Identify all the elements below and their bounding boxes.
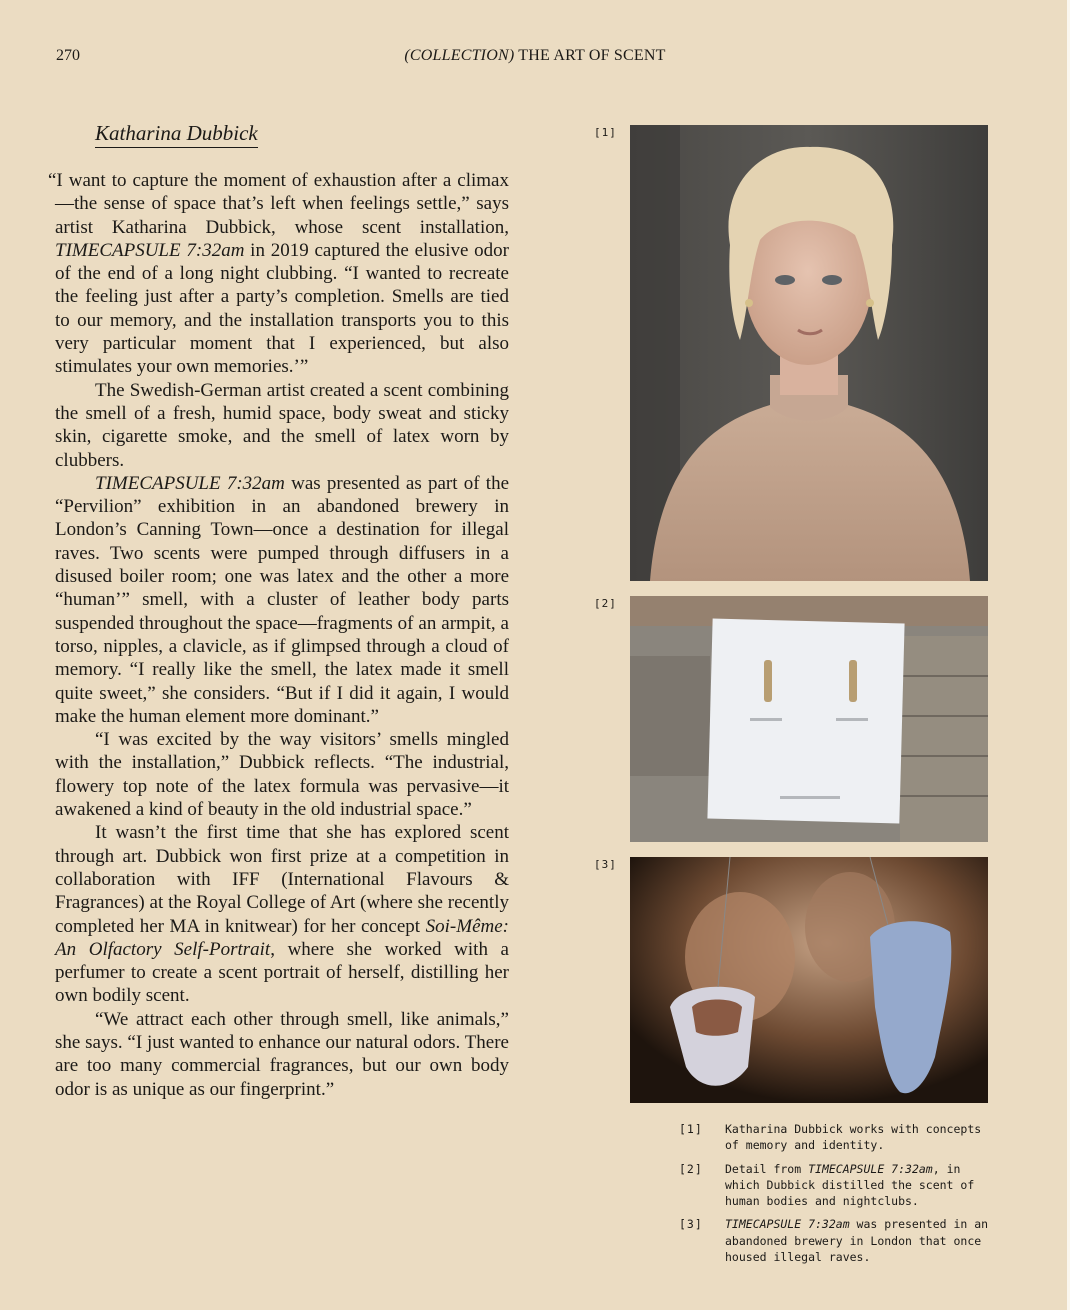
work-title: TIMECAPSULE 7:32am — [725, 1217, 850, 1232]
paragraph-3 — [55, 472, 509, 728]
paragraph-1 — [48, 169, 510, 379]
caption-3 — [679, 1216, 999, 1265]
article-byline: Katharina Dubbick — [95, 121, 258, 148]
caption-prefix: Detail from — [725, 1161, 809, 1176]
paragraph-5-text-a: It wasn’t the first time that she has explored scent through art. Dubbick won first prize at a competition in collaboration with IFF (International Flavours & Fragrances) at the Royal College of Art (where she recently completed her MA in knitwear) for her concept — [55, 822, 509, 937]
paragraph-6: “We attract each other through smell, like animals,” she says. “I just wanted to enhance our natural odors. There are too many commercial fragrances, but our own body odor is as unique as our fingerprint.” — [55, 1008, 509, 1100]
paragraph-1-text-b: in 2019 captured the elusive odor of the end of a long night clubbing. “I wanted to recreate the feeling just after a party’s completion. Smells are tied to our memory, and the installation transports you to this very particular moment that I experienced, but also stimulates your own memories.’” — [55, 239, 510, 378]
caption-number: [3] — [679, 1217, 703, 1232]
figure-3-installation-photo — [630, 857, 988, 1103]
caption-2 — [679, 1161, 999, 1210]
paragraph-5-text-b: , where she worked with a perfumer to create a scent portrait of herself, distilling her own bodily scent. — [55, 938, 509, 1007]
running-head — [0, 47, 1070, 65]
running-head-title: THE ART OF SCENT — [518, 47, 666, 64]
caption-1 — [679, 1121, 999, 1154]
caption-text — [725, 1216, 999, 1265]
figure-2-number: [2] — [594, 597, 617, 610]
figure-1-number: [1] — [594, 126, 617, 139]
paragraph-3-text: was presented as part of the “Pervilion” exhibition in an abandoned brewery in London’s Canning Town—once a destination for illegal raves. Two scents were pumped through diffusers in a disused boiler room; one was latex and the other a more “human’” smell, with a cluster of leather body parts suspended throughout the space—fragments of an armpit, a torso, nipples, a clavicle, as if glimpsed through a cloud of memory. “I really like the smell, the latex made it smell quite sweet,” she considers. “But if I did it again, I would make the human element more dominant.” — [55, 472, 509, 727]
work-title: Soi-Même: An Olfactory Self-Portrait — [55, 915, 509, 960]
figure-1-portrait-photo — [630, 125, 988, 581]
work-title: TIMECAPSULE 7:32am — [95, 472, 285, 494]
paragraph-1-text-a: “I want to capture the moment of exhaustion after a climax—the sense of space that’s left when feelings settle,” says artist Katharina Dubbick, whose scent installation, — [48, 170, 509, 238]
caption-number: [2] — [679, 1161, 703, 1176]
caption-text: Katharina Dubbick works with concepts of memory and identity. — [725, 1122, 982, 1153]
caption-body: was presented in an abandoned brewery in London that once housed illegal raves. — [725, 1217, 989, 1265]
caption-number: [1] — [679, 1122, 703, 1136]
caption-body: , in which Dubbick distilled the scent of human bodies and nightclubs. — [725, 1161, 975, 1209]
work-title: TIMECAPSULE 7:32am — [55, 239, 245, 261]
paragraph-5 — [55, 821, 509, 1007]
figure-2-installation-detail-photo — [630, 596, 988, 842]
article-body — [48, 169, 510, 1101]
figure-3-number: [3] — [594, 858, 617, 871]
page-number: 270 — [56, 47, 80, 64]
work-title: TIMECAPSULE 7:32am — [808, 1161, 933, 1176]
paragraph-2: The Swedish-German artist created a scent combining the smell of a fresh, humid space, body sweat and sticky skin, cigarette smoke, and the smell of latex worn by clubbers. — [55, 379, 509, 471]
paragraph-4: “I was excited by the way visitors’ smells mingled with the installation,” Dubbick reflects. “The industrial, flowery top note of the latex formula was pervasive—it awakened a kind of beauty in the old industrial space.” — [55, 729, 509, 821]
caption-text — [725, 1161, 999, 1210]
running-head-section: (COLLECTION) — [404, 47, 515, 64]
figure-captions — [679, 1121, 999, 1272]
